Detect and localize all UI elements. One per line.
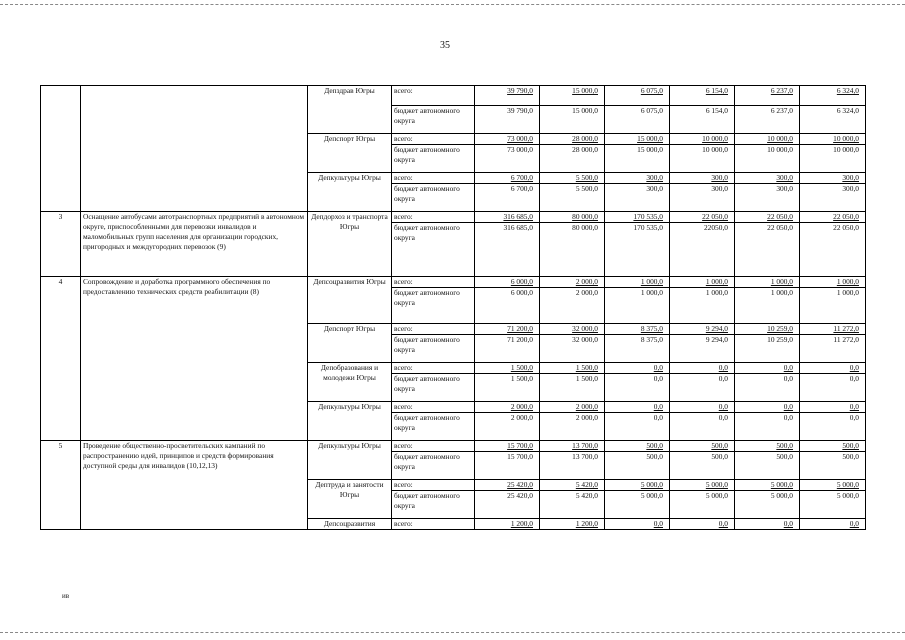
amount-total: 6 154,0 [670,86,735,106]
amount-total: 0,0 [800,363,866,374]
amount-total: 6 000,0 [475,277,540,288]
amount-budget: 6 154,0 [670,106,735,134]
item-number: 3 [41,212,81,277]
amount-budget: 6 324,0 [800,106,866,134]
responsible-org: Депдорхоз и транспорта Югры [308,212,392,277]
funding-label-budget: бюджет автономного округа [392,491,475,519]
amount-total: 0,0 [800,402,866,413]
amount-total: 300,0 [800,173,866,184]
amount-total: 15 700,0 [475,441,540,452]
funding-label-total: всего: [392,212,475,223]
amount-total: 9 294,0 [670,324,735,335]
amount-budget: 1 000,0 [670,288,735,324]
amount-budget: 0,0 [800,374,866,402]
responsible-org: Депкультуры Югры [308,441,392,480]
amount-total: 1 200,0 [540,519,605,530]
amount-total: 1 000,0 [800,277,866,288]
amount-total: 170 535,0 [605,212,670,223]
amount-budget: 5 500,0 [540,184,605,212]
amount-budget: 71 200,0 [475,335,540,363]
amount-total: 6 237,0 [735,86,800,106]
amount-total: 300,0 [735,173,800,184]
item-name: Оснащение автобусами автотранспортных предприятий в автономном округе, приспособленными для перевозки инвалидов и маломобильных групп населения для организации городских, пригородных и междугородних перевозок (9) [81,212,308,277]
amount-budget: 10 000,0 [800,145,866,173]
amount-budget: 10 259,0 [735,335,800,363]
amount-budget: 39 790,0 [475,106,540,134]
amount-budget: 0,0 [670,413,735,441]
funding-label-total: всего: [392,402,475,413]
amount-budget: 22 050,0 [735,223,800,277]
table-row [41,441,866,452]
amount-total: 500,0 [670,441,735,452]
amount-budget: 1 500,0 [475,374,540,402]
amount-budget: 2 000,0 [540,413,605,441]
amount-total: 1 200,0 [475,519,540,530]
responsible-org: Депобразования и молодежи Югры [308,363,392,402]
amount-budget: 0,0 [800,413,866,441]
funding-label-budget: бюджет автономного округа [392,288,475,324]
amount-total: 22 050,0 [670,212,735,223]
amount-budget: 300,0 [670,184,735,212]
responsible-org: Депсоцразвития Югры [308,277,392,324]
responsible-org: Депкультуры Югры [308,173,392,212]
amount-budget: 6 237,0 [735,106,800,134]
amount-total: 5 000,0 [800,480,866,491]
amount-total: 500,0 [800,441,866,452]
amount-total: 0,0 [670,402,735,413]
table-row [41,212,866,223]
amount-total: 25 420,0 [475,480,540,491]
amount-total: 10 000,0 [800,134,866,145]
amount-budget: 15 000,0 [540,106,605,134]
responsible-org: Депкультуры Югры [308,402,392,441]
amount-budget: 0,0 [605,413,670,441]
amount-budget: 6 000,0 [475,288,540,324]
amount-total: 0,0 [605,519,670,530]
amount-total: 0,0 [735,363,800,374]
amount-budget: 9 294,0 [670,335,735,363]
responsible-org: Дептруда и занятости Югры [308,480,392,519]
amount-budget: 11 272,0 [800,335,866,363]
item-number [41,86,81,212]
amount-budget: 5 000,0 [670,491,735,519]
amount-total: 1 000,0 [735,277,800,288]
amount-total: 80 000,0 [540,212,605,223]
funding-label-budget: бюджет автономного округа [392,335,475,363]
amount-total: 1 000,0 [605,277,670,288]
funding-label-total: всего: [392,363,475,374]
table-row [41,277,866,288]
amount-total: 11 272,0 [800,324,866,335]
amount-total: 316 685,0 [475,212,540,223]
footnote-mark: ив [62,592,70,600]
funding-label-budget: бюджет автономного округа [392,106,475,134]
funding-label-budget: бюджет автономного округа [392,452,475,480]
amount-total: 2 000,0 [540,402,605,413]
amount-budget: 6 700,0 [475,184,540,212]
amount-budget: 1 000,0 [605,288,670,324]
amount-budget: 0,0 [670,374,735,402]
page-number: 35 [440,40,450,51]
amount-total: 15 000,0 [540,86,605,106]
amount-total: 0,0 [735,519,800,530]
funding-label-budget: бюджет автономного округа [392,413,475,441]
amount-budget: 300,0 [605,184,670,212]
amount-budget: 22 050,0 [800,223,866,277]
amount-budget: 15 000,0 [605,145,670,173]
amount-total: 2 000,0 [475,402,540,413]
amount-total: 73 000,0 [475,134,540,145]
amount-budget: 0,0 [735,413,800,441]
amount-budget: 22050,0 [670,223,735,277]
amount-total: 13 700,0 [540,441,605,452]
item-number: 4 [41,277,81,441]
funding-label-budget: бюджет автономного округа [392,184,475,212]
amount-total: 71 200,0 [475,324,540,335]
amount-total: 5 420,0 [540,480,605,491]
amount-budget: 13 700,0 [540,452,605,480]
amount-total: 1 500,0 [540,363,605,374]
scan-bottom-edge [0,632,905,633]
funding-label-budget: бюджет автономного округа [392,374,475,402]
amount-budget: 300,0 [735,184,800,212]
amount-budget: 32 000,0 [540,335,605,363]
funding-label-total: всего: [392,324,475,335]
amount-total: 6 700,0 [475,173,540,184]
amount-total: 2 000,0 [540,277,605,288]
amount-total: 500,0 [605,441,670,452]
responsible-org: Депспорт Югры [308,324,392,363]
amount-budget: 500,0 [735,452,800,480]
amount-budget: 0,0 [735,374,800,402]
amount-total: 500,0 [735,441,800,452]
amount-budget: 5 000,0 [800,491,866,519]
responsible-org: Депздрав Югры [308,86,392,134]
amount-total: 0,0 [735,402,800,413]
item-number: 5 [41,441,81,530]
amount-total: 5 000,0 [735,480,800,491]
amount-total: 8 375,0 [605,324,670,335]
budget-table [40,85,866,530]
funding-label-total: всего: [392,441,475,452]
amount-budget: 1 000,0 [735,288,800,324]
amount-budget: 0,0 [605,374,670,402]
amount-total: 0,0 [605,363,670,374]
amount-budget: 6 075,0 [605,106,670,134]
amount-budget: 316 685,0 [475,223,540,277]
amount-budget: 300,0 [800,184,866,212]
amount-budget: 5 000,0 [735,491,800,519]
amount-total: 300,0 [605,173,670,184]
amount-total: 0,0 [670,519,735,530]
amount-budget: 5 420,0 [540,491,605,519]
funding-label-total: всего: [392,277,475,288]
amount-budget: 8 375,0 [605,335,670,363]
funding-label-total: всего: [392,134,475,145]
amount-total: 1 000,0 [670,277,735,288]
amount-total: 300,0 [670,173,735,184]
amount-total: 1 500,0 [475,363,540,374]
amount-budget: 500,0 [605,452,670,480]
scan-top-edge [0,4,905,5]
amount-budget: 1 000,0 [800,288,866,324]
amount-budget: 28 000,0 [540,145,605,173]
amount-total: 5 000,0 [670,480,735,491]
amount-total: 0,0 [800,519,866,530]
amount-total: 10 000,0 [670,134,735,145]
amount-total: 39 790,0 [475,86,540,106]
item-name: Проведение общественно-просветительских кампаний по распространению идей, принципов и средств формирования доступной среды для инвалидов (10,12,13) [81,441,308,530]
item-name [81,86,308,212]
amount-budget: 73 000,0 [475,145,540,173]
funding-label-total: всего: [392,173,475,184]
amount-budget: 15 700,0 [475,452,540,480]
amount-total: 0,0 [670,363,735,374]
amount-total: 6 075,0 [605,86,670,106]
responsible-org: Депсоцразвития [308,519,392,530]
item-name: Сопровождение и доработка программного обеспечения по предоставлению технических средств реабилитации (8) [81,277,308,441]
amount-total: 28 000,0 [540,134,605,145]
amount-budget: 5 000,0 [605,491,670,519]
amount-total: 6 324,0 [800,86,866,106]
responsible-org: Депспорт Югры [308,134,392,173]
amount-total: 22 050,0 [800,212,866,223]
amount-budget: 2 000,0 [475,413,540,441]
amount-total: 10 259,0 [735,324,800,335]
amount-budget: 10 000,0 [670,145,735,173]
amount-total: 0,0 [605,402,670,413]
amount-budget: 25 420,0 [475,491,540,519]
funding-label-total: всего: [392,480,475,491]
funding-label-total: всего: [392,86,475,106]
table-row [41,86,866,106]
amount-total: 5 000,0 [605,480,670,491]
amount-total: 15 000,0 [605,134,670,145]
amount-budget: 500,0 [800,452,866,480]
amount-budget: 500,0 [670,452,735,480]
amount-total: 10 000,0 [735,134,800,145]
amount-budget: 10 000,0 [735,145,800,173]
amount-budget: 1 500,0 [540,374,605,402]
amount-budget: 80 000,0 [540,223,605,277]
amount-total: 32 000,0 [540,324,605,335]
funding-label-budget: бюджет автономного округа [392,145,475,173]
amount-total: 5 500,0 [540,173,605,184]
amount-budget: 170 535,0 [605,223,670,277]
amount-total: 22 050,0 [735,212,800,223]
funding-label-budget: бюджет автономного округа [392,223,475,277]
amount-budget: 2 000,0 [540,288,605,324]
funding-label-total: всего: [392,519,475,530]
